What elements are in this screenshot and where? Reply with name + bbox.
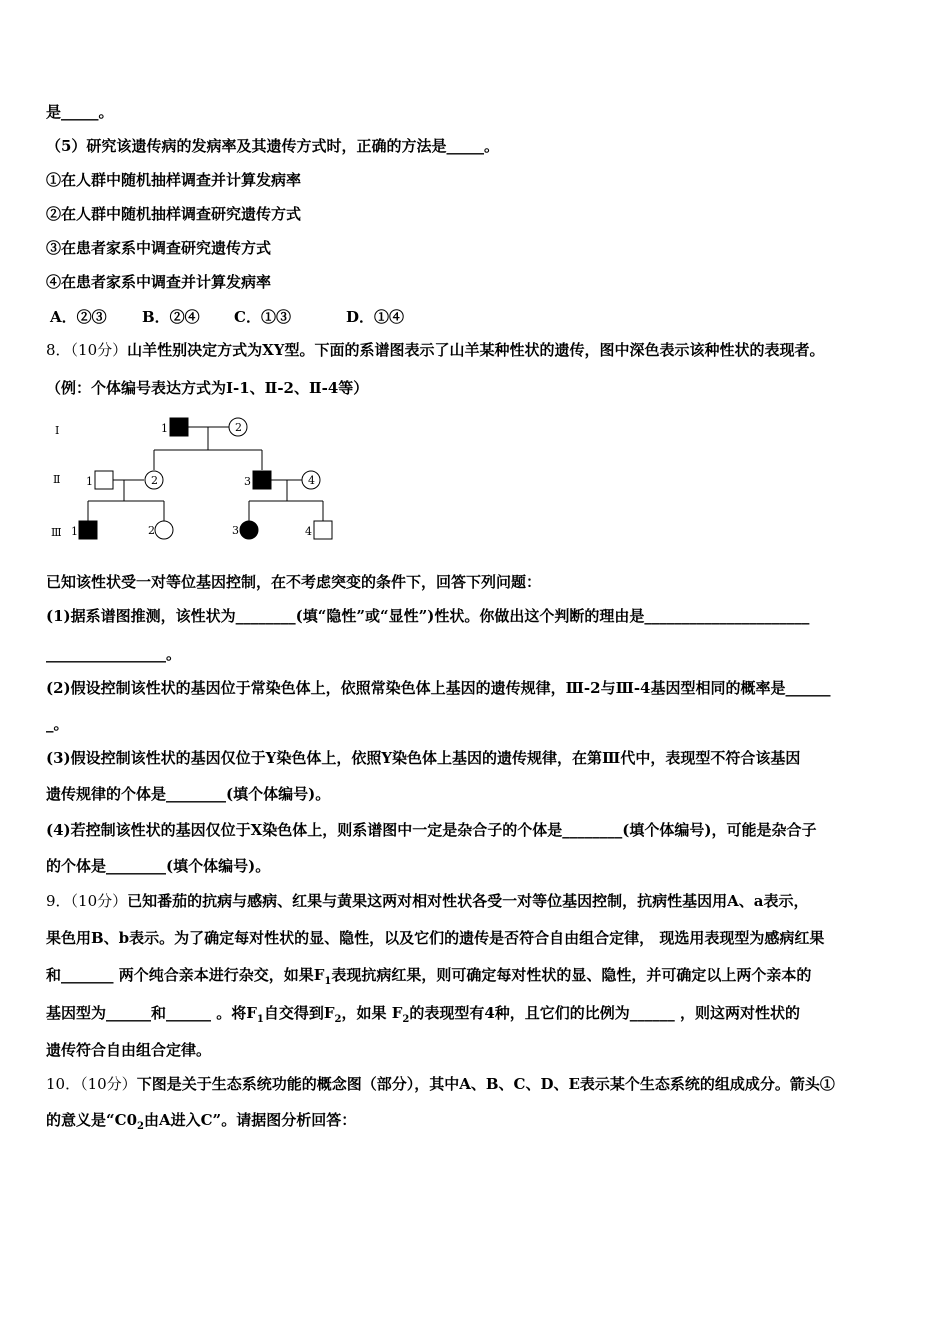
- question-8-part-1-cont: ________________。: [46, 645, 182, 663]
- option-3: ③在患者家系中调查研究遗传方式: [46, 239, 272, 257]
- individual-number: 4: [305, 525, 312, 538]
- generation-label: Ⅰ: [55, 424, 60, 437]
- option-2: ②在人群中随机抽样调查研究遗传方式: [46, 205, 302, 223]
- text-span: 基因型为______和______ 。将F: [46, 1004, 257, 1022]
- question-text: 山羊性别决定方式为XY型。下面的系谱图表示了山羊某种性状的遗传，图中深色表示该种性状的表现者。: [127, 341, 825, 359]
- question-8-part-2-cont: _。: [46, 715, 69, 733]
- text-span: 表现抗病红果，则可确定每对性状的显、隐性，并可确定以上两个亲本的: [331, 966, 812, 984]
- individual-number: 2: [235, 421, 242, 434]
- option-1: ①在人群中随机抽样调查并计算发病率: [46, 171, 302, 189]
- subscript: 1: [256, 1014, 264, 1025]
- question-10: [46, 1074, 835, 1094]
- question-10-line-2: [46, 1110, 356, 1130]
- question-9-line-3: [46, 965, 811, 985]
- question-8: [46, 340, 825, 360]
- unaffected-male: [314, 521, 332, 539]
- answer-choices: [50, 307, 404, 327]
- affected-female: [240, 521, 258, 539]
- text-line: 是_____。: [46, 103, 114, 121]
- affected-male: [253, 471, 271, 489]
- question-9-line-4: [46, 1003, 800, 1023]
- option-4: ④在患者家系中调查并计算发病率: [46, 273, 272, 291]
- unaffected-female: [155, 521, 173, 539]
- question-9: [46, 891, 809, 911]
- text-span: 自交得到F: [263, 1004, 335, 1022]
- individual-number: 4: [308, 474, 315, 487]
- question-9-line-5: 遗传符合自由组合定律。: [46, 1041, 212, 1059]
- subscript: 1: [324, 976, 332, 987]
- individual-number: 2: [148, 524, 155, 537]
- affected-male: [170, 418, 188, 436]
- question-text: 下图是关于生态系统功能的概念图（部分），其中A、B、C、D、E表示某个生态系统的组成成分。箭头①: [136, 1075, 835, 1093]
- question-8-part-1: (1)据系谱图推测，该性状为________(填“隐性”或“显性”)性状。你做出这个判断的理由是______________________: [46, 607, 810, 625]
- individual-number: 3: [232, 524, 239, 537]
- choice-c: C．①③: [234, 308, 291, 326]
- choice-d: D．①④: [346, 308, 405, 326]
- text-span: 的表现型有4种，且它们的比例为______ ，则这两对性状的: [409, 1004, 800, 1022]
- unaffected-male: [95, 471, 113, 489]
- affected-male: [79, 521, 97, 539]
- question-8-intro: 已知该性状受一对等位基因控制，在不考虑突变的条件下，回答下列问题：: [46, 573, 542, 591]
- question-number: 10．（10分）: [46, 1075, 137, 1093]
- subscript: 2: [334, 1014, 342, 1025]
- individual-number: 2: [151, 474, 158, 487]
- individual-number: 1: [86, 475, 93, 488]
- text-span: 和_______ 两个纯合亲本进行杂交，如果F: [46, 966, 325, 984]
- text-span: ，如果 F: [341, 1004, 403, 1022]
- choice-b: B．②④: [142, 308, 200, 326]
- question-5: （5）研究该遗传病的发病率及其遗传方式时，正确的方法是_____。: [46, 137, 499, 155]
- question-8-part-3: (3)假设控制该性状的基因仅位于Y染色体上，依照Y染色体上基因的遗传规律，在第Ⅲ代中，表现型不符合该基因: [46, 749, 801, 767]
- question-8-part-2: (2)假设控制该性状的基因位于常染色体上，依照常染色体上基因的遗传规律，Ⅲ-2与Ⅲ-4基因型相同的概率是______: [46, 679, 831, 697]
- generation-label: Ⅲ: [51, 526, 62, 539]
- question-8-example: （例：个体编号表达方式为Ⅰ-1、Ⅱ-2、Ⅱ-4等）: [46, 379, 369, 397]
- text-span: 的意义是“C0: [46, 1111, 138, 1129]
- question-8-part-4-cont: 的个体是________(填个体编号)。: [46, 857, 271, 875]
- question-8-part-4: (4)若控制该性状的基因仅位于X染色体上，则系谱图中一定是杂合子的个体是________(填个体编号)，可能是杂合子: [46, 821, 817, 839]
- question-8-part-3-cont: 遗传规律的个体是________(填个体编号)。: [46, 785, 331, 803]
- subscript: 2: [137, 1121, 144, 1132]
- question-number: 8．（10分）: [46, 341, 128, 359]
- text-span: 由A进入C”。请据图分析回答：: [143, 1111, 357, 1129]
- individual-number: 1: [161, 422, 168, 435]
- choice-a: A．②③: [50, 308, 107, 326]
- individual-number: 3: [244, 475, 251, 488]
- pedigree-diagram: [40, 408, 340, 548]
- generation-label: Ⅱ: [53, 473, 61, 486]
- question-9-line-2: 果色用B、b表示。为了确定每对性状的显、隐性，以及它们的遗传是否符合自由组合定律， 现选用表现型为感病红果: [46, 929, 825, 947]
- question-number: 9．（10分）: [46, 892, 128, 910]
- pedigree-lines: [88, 427, 323, 521]
- question-text: 已知番茄的抗病与感病、红果与黄果这两对相对性状各受一对等位基因控制，抗病性基因用A、a表示，: [127, 892, 809, 910]
- individual-number: 1: [71, 525, 78, 538]
- subscript: 2: [402, 1014, 410, 1025]
- generation-labels: [51, 424, 62, 539]
